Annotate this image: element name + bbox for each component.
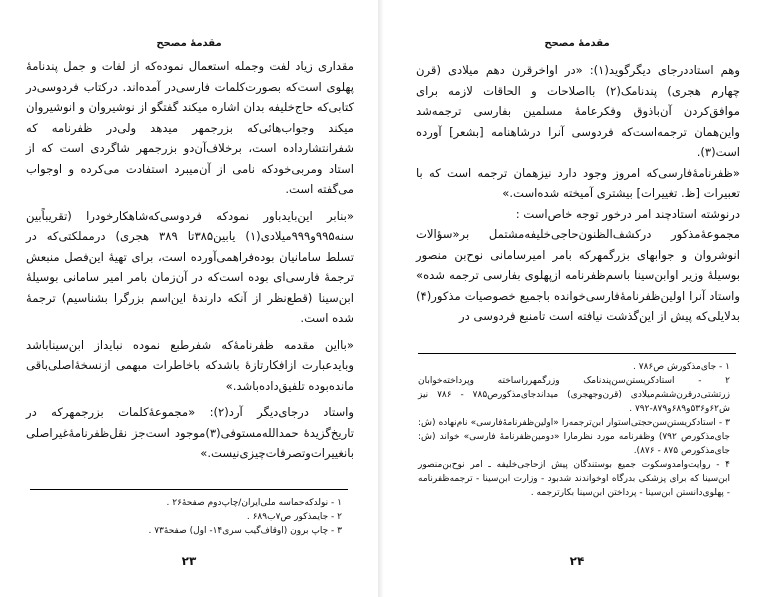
footnotes	[30, 496, 342, 538]
right-page	[388, 0, 766, 597]
page-body	[416, 60, 740, 327]
paragraph: مجموعهٔ‌مذکور درکشف‌الظنون‌حاجی‌خلیفه‌مشتمل بر«سؤالات انوشروان و جوابهای بزرگمهرکه بامر امیرسامانی نوح‌بن منصور بوسیلهٔ وزیر اوابن‌سینا باسم‌ظفرنامه ازپهلوی بفارسی ترجمه شده» واستاد آنرا اولین‌ظفرنامهٔ‌فارسی‌خوانده باجمیع خصوصیات مذکور(۴) بدلایلی‌که پیش از این‌گذشت نیافته است تامنبع فردوسی در	[416, 227, 740, 323]
page-number: ۲۳	[181, 554, 197, 568]
footnote-divider	[30, 489, 348, 490]
paragraph: واستاد درجای‌دیگر آرد(۲): «مجموعهٔ‌کلمات بزرجمهر‌که در تاریخ‌گزیدهٔ حمدالله‌مستوفی(۳)موجود است‌جز نقل‌ظفرنامهٔ‌‌غیراصلی بانغییرات‌وتصرفات‌چیزی‌نیست.»	[26, 405, 354, 460]
left-page	[0, 0, 378, 597]
paragraph: «ظفر‌نامهٔ‌فارسی‌که امروز وجود دارد نیزهمان ترجمه است که با تعبیرات [ظ. تغییرات] بیشتری آمیخته شده‌است.»	[416, 165, 740, 200]
footnote: ۱ - نولدکه‌حماسه ملی‌ایران/چاپ‌دوم صفحهٔ۲۶ .	[166, 498, 342, 508]
footnote: ۱ - جای‌مذکورش ص۷۸۶ .	[633, 362, 730, 372]
footnote: ۴ - روایت‌وامدوسکوت جمیع بوستندگان پیش ازحاجی‌خلیفه ـ امر نوح‌بن‌منصور ابن‌سینا که برای پزشکی بدرگاه او‌خواندند شدبود - وزارت ابن‌سینا - ترجمه‌ظفرنامه - پهلوی‌دانستن ابن‌سینا - پرداختن ابن‌سینا بکارترجمه .	[418, 460, 730, 498]
paragraph: «بااین مقدمه ظفر‌نامهٔ‌که شفرطبع نموده نبایداز ابن‌سیناباشد وبایدعبارت از‌افکارتازهٔ باشدکه باخاطرات مبهمی ازنسخهٔ‌اصلی‌باقی مانده‌بوده تلفیق‌داده‌باشد.»	[26, 337, 354, 393]
paragraph: مقداری زیاد لفت وجمله استعمال نموده‌که از لفات و جمل پندنامهٔ پهلوی است‌که بصورت‌کلمات فارسی‌در آمده‌اند. در‌کتاب فردوسی‌در کتابی‌که حاج‌خلیفه بدان اشاره میکند گفتگو از نوشیروان و انوشیروان میکند وجواب‌هائی‌که بزرجمهر میدهد ولی‌در ظفر‌نامه که شفرانتشارداده است، برخلاف‌آن‌دو بزرجمهر شاگردی است که از استاد ومربی‌خودکه نامی از آن‌میبرد استفادت می‌کرده و اوجواب می‌گفته است.	[26, 59, 354, 196]
page-header: مقدمهٔ مصحح	[156, 38, 222, 49]
footnote-divider	[418, 353, 736, 354]
paragraph: درنوشته استادچند امر درخور توجه خاص‌است :	[515, 206, 740, 221]
footnotes	[418, 360, 730, 500]
footnote: ۲ - استاد‌کریستن‌سن‌پندنامک وزرگمهرراساخته وپرداخته‌خوابان زرتشتی‌درقرن‌ششم‌میلادی (قرن‌وجهجری) میداندجای‌مذکورص۷۸۵ - ۷۸۶ نیز ش‌۶۲و۵۳۶و۶۸۹و۸۷۹-۷۹۲ .	[418, 376, 730, 414]
paragraph: وهم استاددرجای دیگرگوید(۱): «در اواخرقرن دهم میلادی (قرن چهارم هجری) پندنامک(۲) بااصلاحات و الحاقات لازمه برای موافق‌کردن آن‌باذوق وفکرعامهٔ مسلمین بفارسی ترجمه‌شد واین‌همان ترجمه‌است‌که فردوسی آنرا درشاهنامه [بشعر] آورده است(۳).	[416, 63, 741, 159]
footnote: ۳ - استاد‌کریستن‌سن‌حجتی‌استوار ابن‌ترجمه‌را «اولین‌ظفرنامهٔ‌فارسی» نام‌نهاده (ش: جای‌مذکورص ۷۹۲) وظفرنامه مورد نظرمارا «دومین‌ظفرنامهٔ فارسی» خواند (ش: جای‌مذکورص ۸۷۵ - ۸۷۶).	[418, 418, 730, 456]
book-gutter	[378, 0, 388, 597]
page-number: ۲۴	[569, 554, 585, 568]
footnote: ۳ - چاپ برون (اوقاف‌گیب سری۱۴- اول) صفحهٔ‌۷۳ .	[148, 526, 342, 536]
page-body	[26, 56, 354, 464]
paragraph: «بنابر این‌بایدباور نمودکه فردوسی‌که‌شاهکارخودرا (تقریباً‌بین سنه۹۹۵و۹۹۹میلادی(۱)‌ یا‌بین۳۸۵تا ۳۸۹ هجری) درمملکتی‌که در تسلط سامانیان بوده‌فراهمی‌آورده است، برای تهیهٔ این‌فصل منبعش ترجمهٔ فارسی‌ای بوده است‌که در آن‌زمان بامر امیر سامانی بوسیلهٔ ابن‌سینا (قطع‌نظر از آنکه دارندهٔ این‌اسم بزرگرا بشناسیم) ترجمهٔ شده است.	[26, 208, 354, 325]
footnote: ۲ - جایمذکور ص۷ب‌۶۸۹ .	[246, 512, 342, 522]
page-header: مقدمهٔ مصحح	[544, 38, 610, 49]
